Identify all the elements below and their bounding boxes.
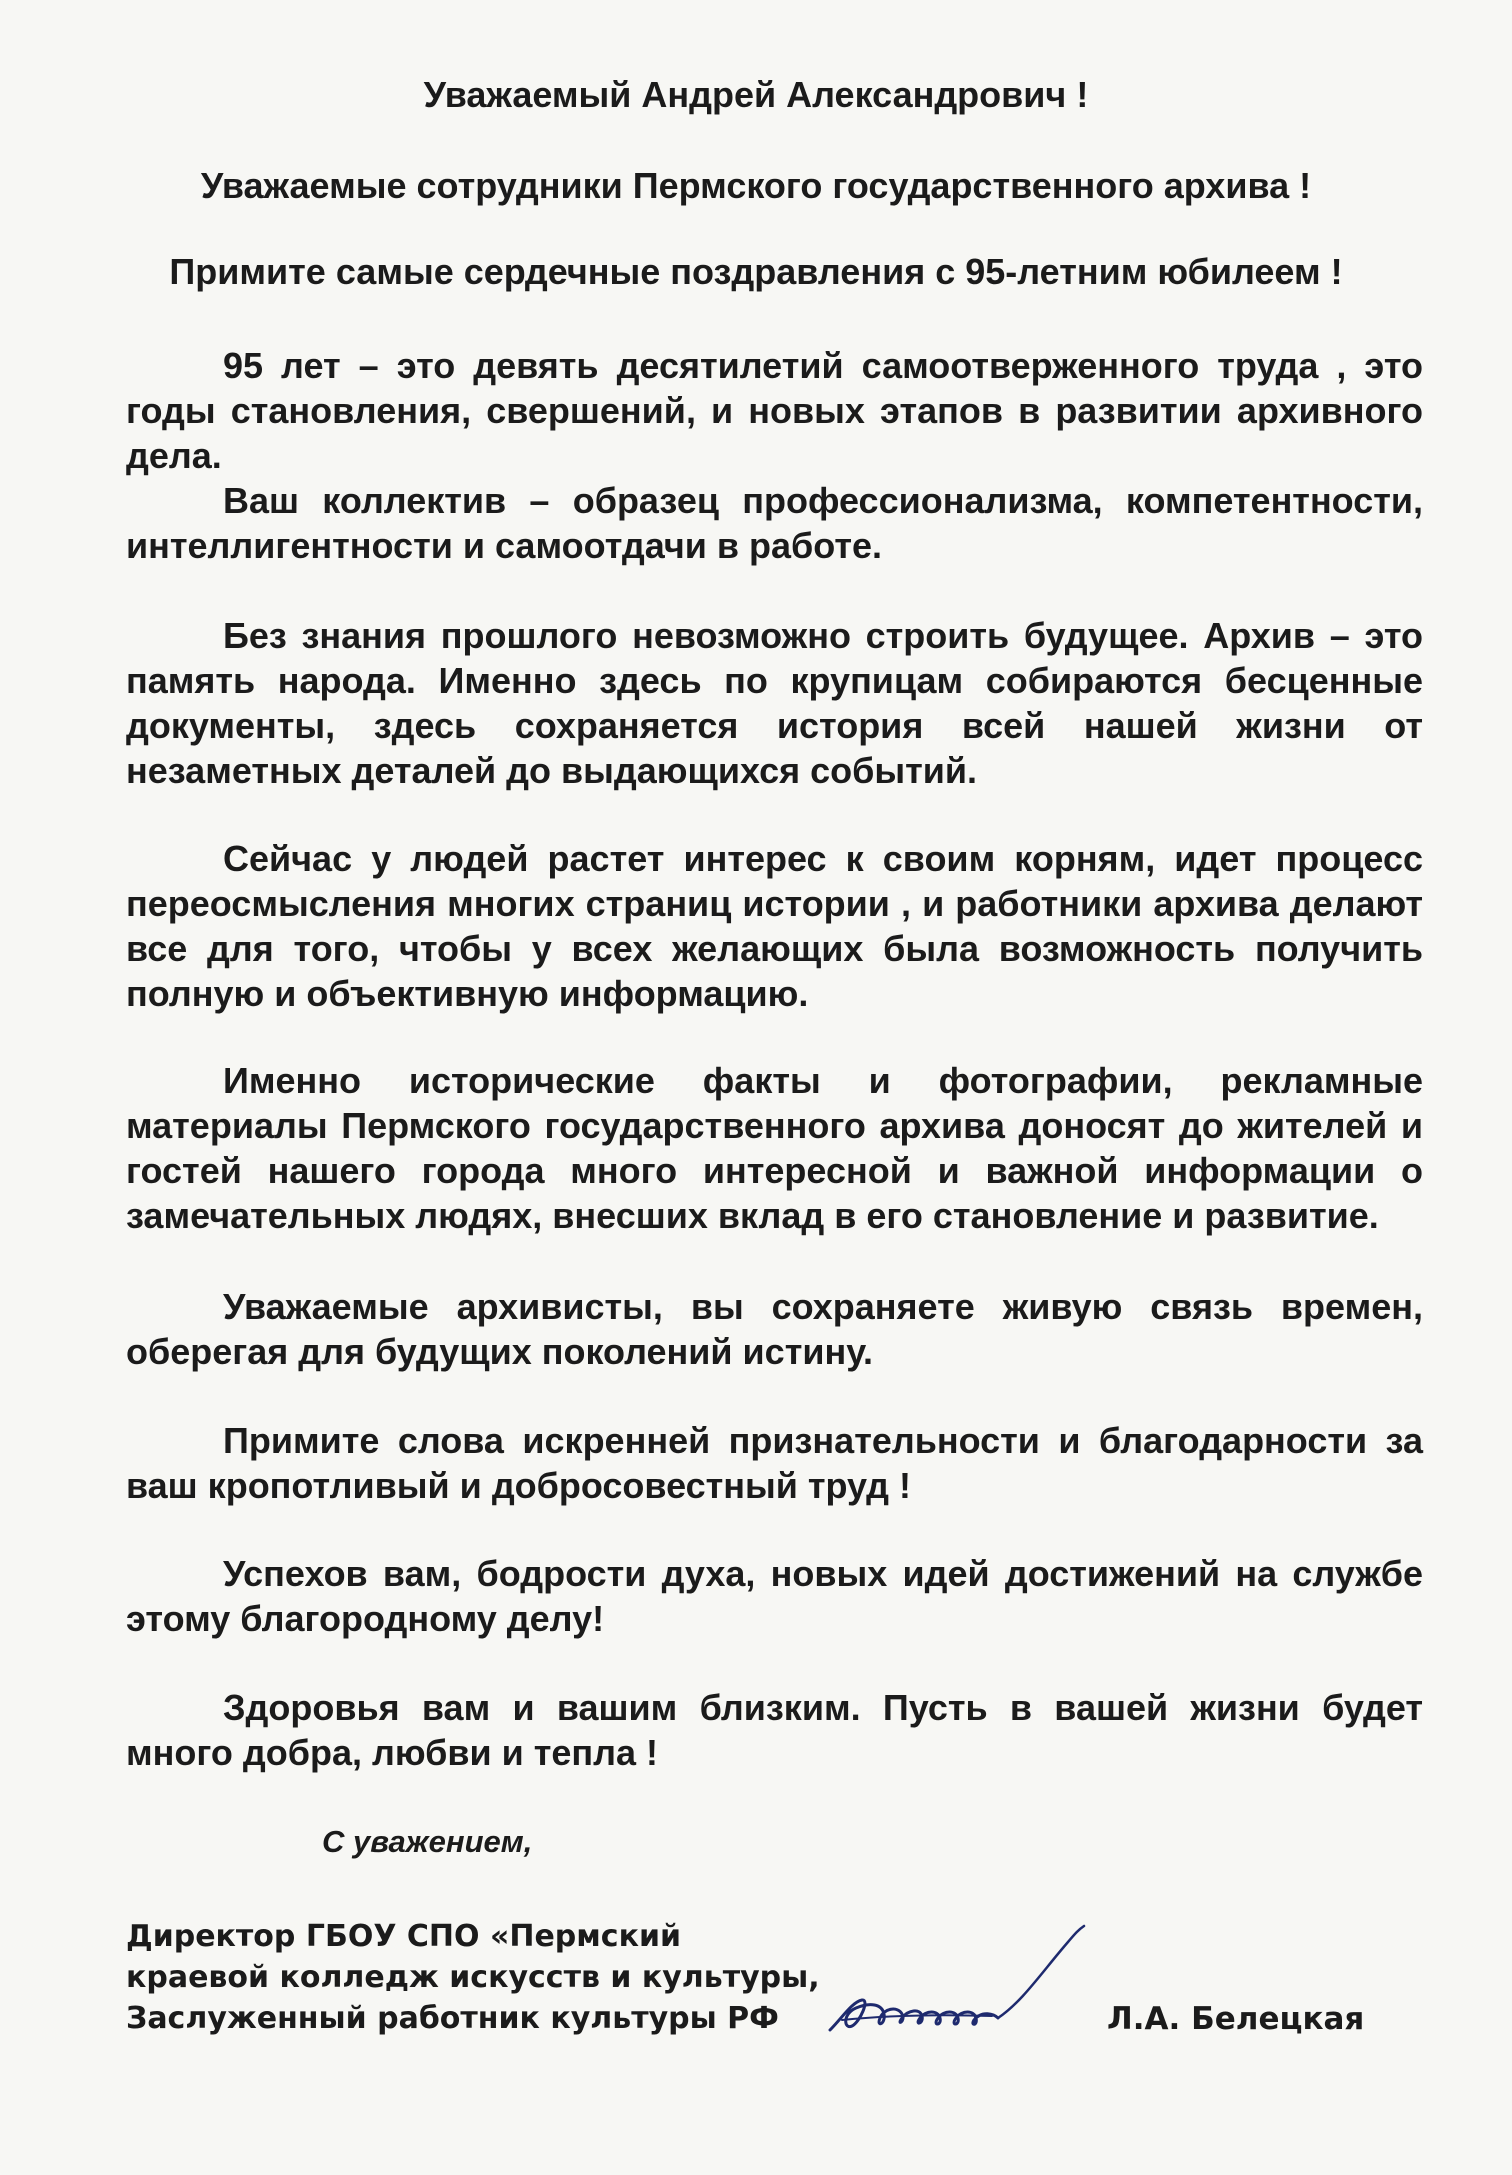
paragraph-collective: Ваш коллектив – образец профессионализма, компетентности, интеллигентности и самоотдачи в работе. (126, 480, 1423, 566)
signatory-title-line3: Заслуженный работник культуры РФ (126, 2001, 779, 2036)
paragraph-historical-facts: Именно исторические факты и фотографии, рекламные материалы Пермского государственного архива доносят до жителей и гостей нашего города много интересной и важной информации о замечательных людях, внесших вклад в его становление и развитие. (126, 1060, 1423, 1236)
paragraph-interest-roots: Сейчас у людей растет интерес к своим корням, идет процесс переосмысления многих страниц истории , и работники архива делают все для того, чтобы у всех желающих была возможность получить полную и объективную информацию. (126, 838, 1423, 1014)
paragraph-95-years: 95 лет – это девять десятилетий самоотверженного труда , это годы становления, свершений, и новых этапов в развитии архивного дела. (126, 345, 1423, 476)
paragraph-gratitude: Примите слова искренней признательности и благодарности за ваш кропотливый и добросовестный труд ! (126, 1420, 1423, 1506)
greeting-person: Уважаемый Андрей Александрович ! (423, 74, 1089, 115)
paragraph-archivists: Уважаемые архивисты, вы сохраняете живую связь времен, оберегая для будущих поколений истину. (126, 1286, 1423, 1372)
paragraph-archive-memory: Без знания прошлого невозможно строить будущее. Архив – это память народа. Именно здесь по крупицам собираются бесценные документы, здесь сохраняется история всей нашей жизни от незаметных деталей до выдающихся событий. (126, 615, 1423, 791)
closing-salutation: С уважением, (322, 1824, 533, 1859)
signatory-name: Л.А. Белецкая (1107, 2001, 1365, 2037)
greeting-staff: Уважаемые сотрудники Пермского государственного архива ! (200, 165, 1312, 206)
signatory-title-line1: Директор ГБОУ СПО «Пермский (126, 1919, 681, 1954)
congratulations-heading: Примите самые сердечные поздравления с 95-летним юбилеем ! (169, 251, 1343, 292)
signatory-title-line2: краевой колледж искусств и культуры, (126, 1960, 820, 1995)
paragraph-health: Здоровья вам и вашим близким. Пусть в вашей жизни будет много добра, любви и тепла ! (126, 1687, 1423, 1773)
paragraph-success: Успехов вам, бодрости духа, новых идей достижений на службе этому благородному делу! (126, 1553, 1423, 1639)
